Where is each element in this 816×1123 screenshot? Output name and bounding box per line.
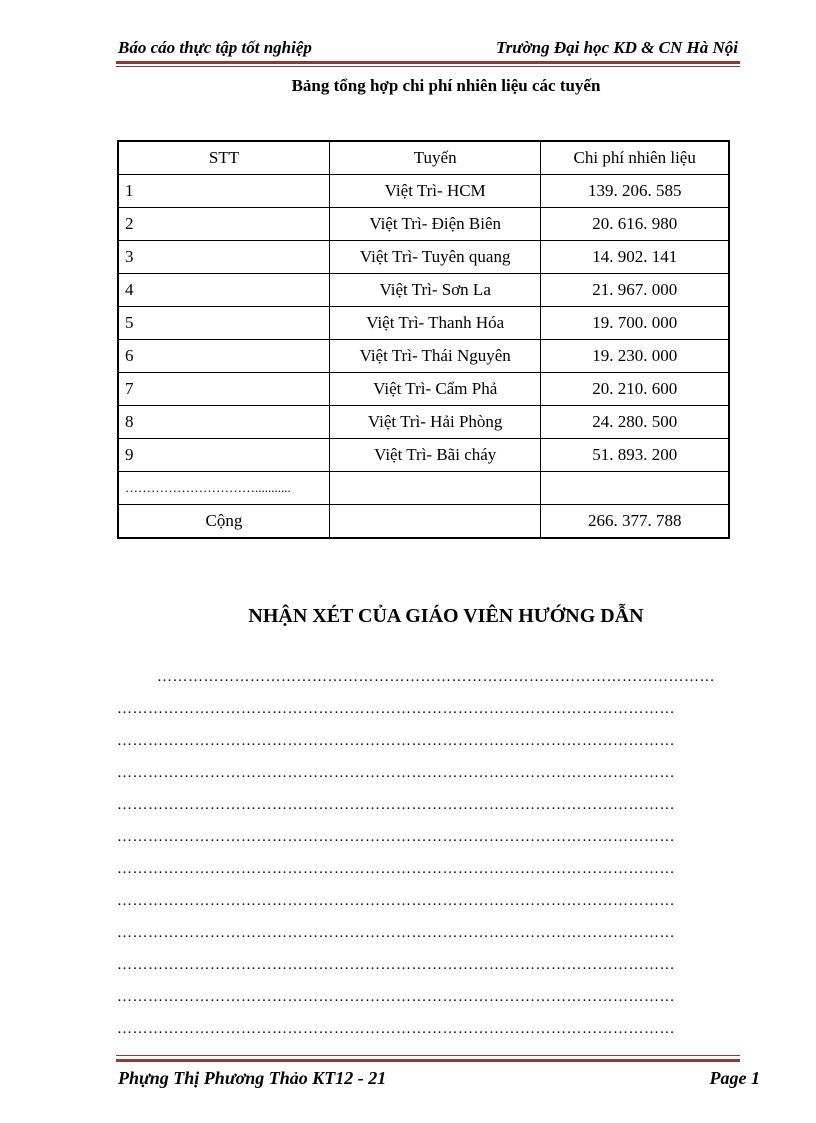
fuel-cost-table <box>117 140 730 539</box>
table-row <box>118 439 729 472</box>
ellipsis-cell: …………………………........... <box>118 472 329 505</box>
total-label: Cộng <box>118 505 329 539</box>
route-cell: Việt Trì- Hải Phòng <box>329 406 540 439</box>
route-cell: Việt Trì- Cẩm Phả <box>329 373 540 406</box>
header-report-title: Báo cáo thực tập tốt nghiệp <box>118 38 312 57</box>
table-row <box>118 406 729 439</box>
table-row <box>118 274 729 307</box>
comment-dotted-line: ……………………………………………………………………………………………… <box>117 765 675 781</box>
footer-rule-thin <box>116 1055 740 1056</box>
cost-cell: 19. 230. 000 <box>541 340 729 373</box>
stt-cell: 4 <box>118 274 329 307</box>
total-cost: 266. 377. 788 <box>541 505 729 539</box>
stt-cell: 1 <box>118 175 329 208</box>
empty-cell <box>541 472 729 505</box>
comment-dotted-line: ……………………………………………………………………………………………… <box>117 1021 675 1037</box>
comment-section-title: NHẬN XÉT CỦA GIÁO VIÊN HƯỚNG DẪN <box>248 605 644 627</box>
stt-cell: 5 <box>118 307 329 340</box>
table-row <box>118 373 729 406</box>
stt-cell: 9 <box>118 439 329 472</box>
footer-rule-thick <box>116 1059 740 1062</box>
column-header-stt: STT <box>118 141 329 175</box>
route-cell: Việt Trì- Sơn La <box>329 274 540 307</box>
route-cell: Việt Trì- Thanh Hóa <box>329 307 540 340</box>
comment-dotted-line: ……………………………………………………………………………………………… <box>117 957 675 973</box>
cost-cell: 24. 280. 500 <box>541 406 729 439</box>
cost-cell: 19. 700. 000 <box>541 307 729 340</box>
column-header-cost: Chi phí nhiên liệu <box>541 141 729 175</box>
route-cell: Việt Trì- Thái Nguyên <box>329 340 540 373</box>
stt-cell: 7 <box>118 373 329 406</box>
comment-dotted-line: ……………………………………………………………………………………………… <box>117 893 675 909</box>
table-row <box>118 208 729 241</box>
cost-cell: 51. 893. 200 <box>541 439 729 472</box>
table-total-row <box>118 505 729 539</box>
empty-cell <box>329 505 540 539</box>
cost-cell: 139. 206. 585 <box>541 175 729 208</box>
table-row-ellipsis <box>118 472 729 505</box>
cost-cell: 20. 616. 980 <box>541 208 729 241</box>
column-header-route: Tuyến <box>329 141 540 175</box>
cost-cell: 14. 902. 141 <box>541 241 729 274</box>
stt-cell: 6 <box>118 340 329 373</box>
comment-dotted-line: ……………………………………………………………………………………………… <box>157 669 715 685</box>
table-row <box>118 340 729 373</box>
comment-dotted-line: ……………………………………………………………………………………………… <box>117 701 675 717</box>
header-university-name: Trường Đại học KD & CN Hà Nội <box>495 38 738 57</box>
comment-dotted-line: ……………………………………………………………………………………………… <box>117 829 675 845</box>
empty-cell <box>329 472 540 505</box>
route-cell: Việt Trì- Tuyên quang <box>329 241 540 274</box>
footer-author: Phựng Thị Phương Thảo KT12 - 21 <box>118 1068 387 1088</box>
comment-dotted-line: ……………………………………………………………………………………………… <box>117 733 675 749</box>
comment-dotted-line: ……………………………………………………………………………………………… <box>117 861 675 877</box>
stt-cell: 2 <box>118 208 329 241</box>
header-rule-thin <box>116 66 740 67</box>
route-cell: Việt Trì- Bãi cháy <box>329 439 540 472</box>
stt-cell: 8 <box>118 406 329 439</box>
table-title: Bảng tổng hợp chi phí nhiên liệu các tuyến <box>291 76 601 95</box>
table-header-row <box>118 141 729 175</box>
table-row <box>118 241 729 274</box>
footer-page-number: Page 1 <box>709 1068 760 1088</box>
comment-dotted-line: ……………………………………………………………………………………………… <box>117 989 675 1005</box>
header-rule-thick <box>116 61 740 64</box>
comment-dotted-line: ……………………………………………………………………………………………… <box>117 925 675 941</box>
stt-cell: 3 <box>118 241 329 274</box>
cost-cell: 21. 967. 000 <box>541 274 729 307</box>
cost-cell: 20. 210. 600 <box>541 373 729 406</box>
route-cell: Việt Trì- Điện Biên <box>329 208 540 241</box>
table-row <box>118 307 729 340</box>
route-cell: Việt Trì- HCM <box>329 175 540 208</box>
comment-dotted-line: ……………………………………………………………………………………………… <box>117 797 675 813</box>
table-row <box>118 175 729 208</box>
